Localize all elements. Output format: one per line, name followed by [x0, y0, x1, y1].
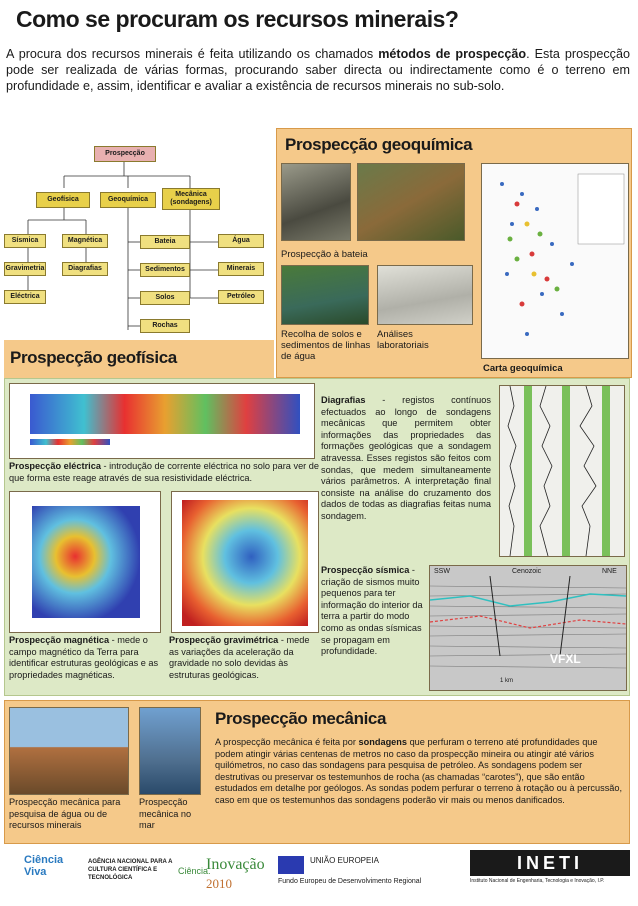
- bateia-photo-2: [357, 163, 465, 241]
- mecanica-text-1: A prospecção mecânica é feita por: [215, 737, 359, 747]
- magnetic-map: [9, 491, 161, 633]
- seismic-label-nne: NNE: [602, 568, 617, 575]
- well-log-image: [499, 385, 625, 557]
- caption-analises: Análises laboratoriais: [377, 329, 429, 351]
- tree-node-diagrafias: Diagrafias: [62, 262, 108, 276]
- geofisica-panel: [4, 378, 630, 696]
- caption-bateia: Prospecção à bateia: [281, 249, 368, 260]
- intro-bold: métodos de prospecção: [378, 47, 527, 61]
- offshore-rig-photo: [139, 707, 201, 795]
- tree-node-mecanica: Mecânica (sondagens): [162, 188, 220, 210]
- tree-node-electrica: Eléctrica: [4, 290, 46, 304]
- well-log-graphic: [500, 386, 624, 556]
- geoquimica-title: Prospecção geoquímica: [285, 135, 473, 154]
- tree-node-gravimetria: Gravimetria: [4, 262, 46, 276]
- electrical-profile-image: [9, 383, 315, 459]
- page-title: Como se procuram os recursos minerais?: [12, 6, 462, 33]
- geoquimica-panel: [276, 128, 632, 378]
- mecanica-text-2: que perfuram o terreno até profundidades que podem atingir várias centenas de metros no caso da prospecção mineira ou atingir até vários quilómetros, no caso das sondagens para pesquisa de petróleo. As sondagens podem ser destrutivas ou preservar os testemunhos de rocha (as chamadas “carotes”), que são então estudados em detalhe por geólogos. As sondas podem perfurar o terreno à rotação ou à percussão, caso em que os testemunhos das sondagens poderão vir mais ou menos danificados.: [215, 737, 623, 805]
- ciencia-inovacao-b: Inovação: [206, 856, 265, 873]
- electrica-description: [9, 461, 319, 484]
- prospection-tree-diagram: [0, 130, 272, 345]
- geochemical-map: [481, 163, 629, 359]
- intro-text-2: . Esta prospecção pode ser realizada de várias formas, procurando saber directa ou indirectamente como é o terreno em profundidade e, assim, identificar e avaliar a existência de recursos minerais no sub-solo.: [6, 47, 630, 93]
- seismic-label-vfxl: VFXL: [550, 652, 581, 666]
- intro-text-1: A procura dos recursos minerais é feita utilizando os chamados: [6, 47, 379, 61]
- tree-node-sedimentos: Sedimentos: [140, 263, 190, 277]
- geofisica-title: Prospecção geofísica: [10, 348, 177, 367]
- tree-node-agua: Água: [218, 234, 264, 248]
- geochemical-map-dots: [482, 164, 628, 358]
- tree-node-prospeccao: Prospecção: [94, 146, 156, 162]
- tree-node-petroleo: Petróleo: [218, 290, 264, 304]
- tree-node-rochas: Rochas: [140, 319, 190, 333]
- gravimetrica-description: [169, 635, 317, 681]
- seismic-section-graphic: [430, 566, 626, 690]
- drilling-rig-photo: [9, 707, 129, 795]
- tree-node-bateia: Bateia: [140, 235, 190, 249]
- ciencia-inovacao-c: 2010: [206, 876, 232, 891]
- diagrafias-description: [321, 395, 491, 523]
- ciencia-viva-logo: Ciência Viva: [24, 854, 64, 878]
- sismica-description: [321, 565, 425, 658]
- agencia-text: AGÊNCIA NACIONAL PARA A CULTURA CIENTÍFICA E TECNOLÓGICA: [88, 859, 173, 881]
- electrica-text: - introdução de corrente eléctrica no solo para ver de que forma este reage através de sua resistividade eléctrica.: [9, 461, 320, 483]
- footer-logos: [0, 846, 638, 906]
- bateia-photo-1: [281, 163, 351, 241]
- magnetica-text: - mede o campo magnético da Terra para identificar estruturas geológicas e as propriedades magnéticas.: [9, 635, 159, 680]
- tree-node-geofisica: Geofísica: [36, 192, 90, 208]
- electrica-bold: Prospecção eléctrica: [9, 461, 101, 471]
- seismic-label-cenozoic: Cenozoic: [512, 568, 542, 575]
- eu-flag-icon: [278, 856, 304, 874]
- tree-node-minerais: Minerais: [218, 262, 264, 276]
- tree-node-sismica: Sísmica: [4, 234, 46, 248]
- tree-node-magnetica: Magnética: [62, 234, 108, 248]
- feder-text: Fundo Europeu de Desenvolvimento Regional: [278, 878, 422, 885]
- ineti-full-text: Instituto Nacional de Engenharia, Tecnologia e Inovação, I.P.: [470, 878, 605, 884]
- gravimetrica-bold: Prospecção gravimétrica: [169, 635, 279, 645]
- diagrafias-bold: Diagrafias: [321, 395, 366, 405]
- geofisica-header: [4, 340, 274, 378]
- gravity-map: [171, 491, 319, 633]
- mecanica-description: [215, 737, 625, 807]
- mecanica-bold: sondagens: [358, 737, 408, 747]
- magnetica-bold: Prospecção magnética: [9, 635, 110, 645]
- tree-node-solos: Solos: [140, 291, 190, 305]
- mecanica-panel: [4, 700, 630, 844]
- magnetic-map-graphic: [10, 492, 160, 632]
- caption-mecanica-agua: Prospecção mecânica para pesquisa de água ou de recursos minerais: [9, 797, 121, 831]
- mecanica-title: Prospecção mecânica: [215, 709, 386, 728]
- caption-mecanica-mar: Prospecção mecânica no mar: [139, 797, 192, 831]
- lab-photo: [377, 265, 473, 325]
- sismica-bold: Prospecção sísmica: [321, 565, 410, 575]
- seismic-label-scale: 1 km: [500, 678, 514, 684]
- tree-node-geoquimica: Geoquímica: [100, 192, 156, 208]
- seismic-section-image: [429, 565, 627, 691]
- caption-solos: Recolha de solos e sedimentos de linhas de água: [281, 329, 371, 362]
- sismica-text: - criação de sismos muito pequenos para ter informação do interior da terra a partir do modo como as ondas sísmicas se propagam em profundidade.: [321, 565, 423, 657]
- gravity-map-graphic: [172, 492, 318, 632]
- diagrafias-text: - registos contínuos efectuados ao longo de sondagens mecânicas que permitem obter informações das propriedades das formações geológicas que a sondagem atravessa. Esses registos são feitos com sondas, que medem simultaneamente vários parâmetros. A interpretação final consiste na análise do cruzamento dos dados de todas as diagrafias feitas numa sondagem.: [321, 395, 491, 521]
- caption-carta: Carta geoquímica: [483, 363, 563, 374]
- electrical-profile-graphic: [10, 384, 314, 458]
- intro-paragraph: [6, 46, 630, 94]
- seismic-label-ssw: SSW: [434, 568, 450, 575]
- gravimetrica-text: - mede as variações da aceleração da gravidade no solo devidas às estruturas geológicas.: [169, 635, 310, 680]
- ineti-logo: INETI: [470, 850, 630, 876]
- solos-photo: [281, 265, 369, 325]
- ciencia-inovacao-a: Ciência.: [178, 866, 211, 876]
- eu-text: UNIÃO EUROPEIA: [310, 856, 379, 865]
- magnetica-description: [9, 635, 159, 681]
